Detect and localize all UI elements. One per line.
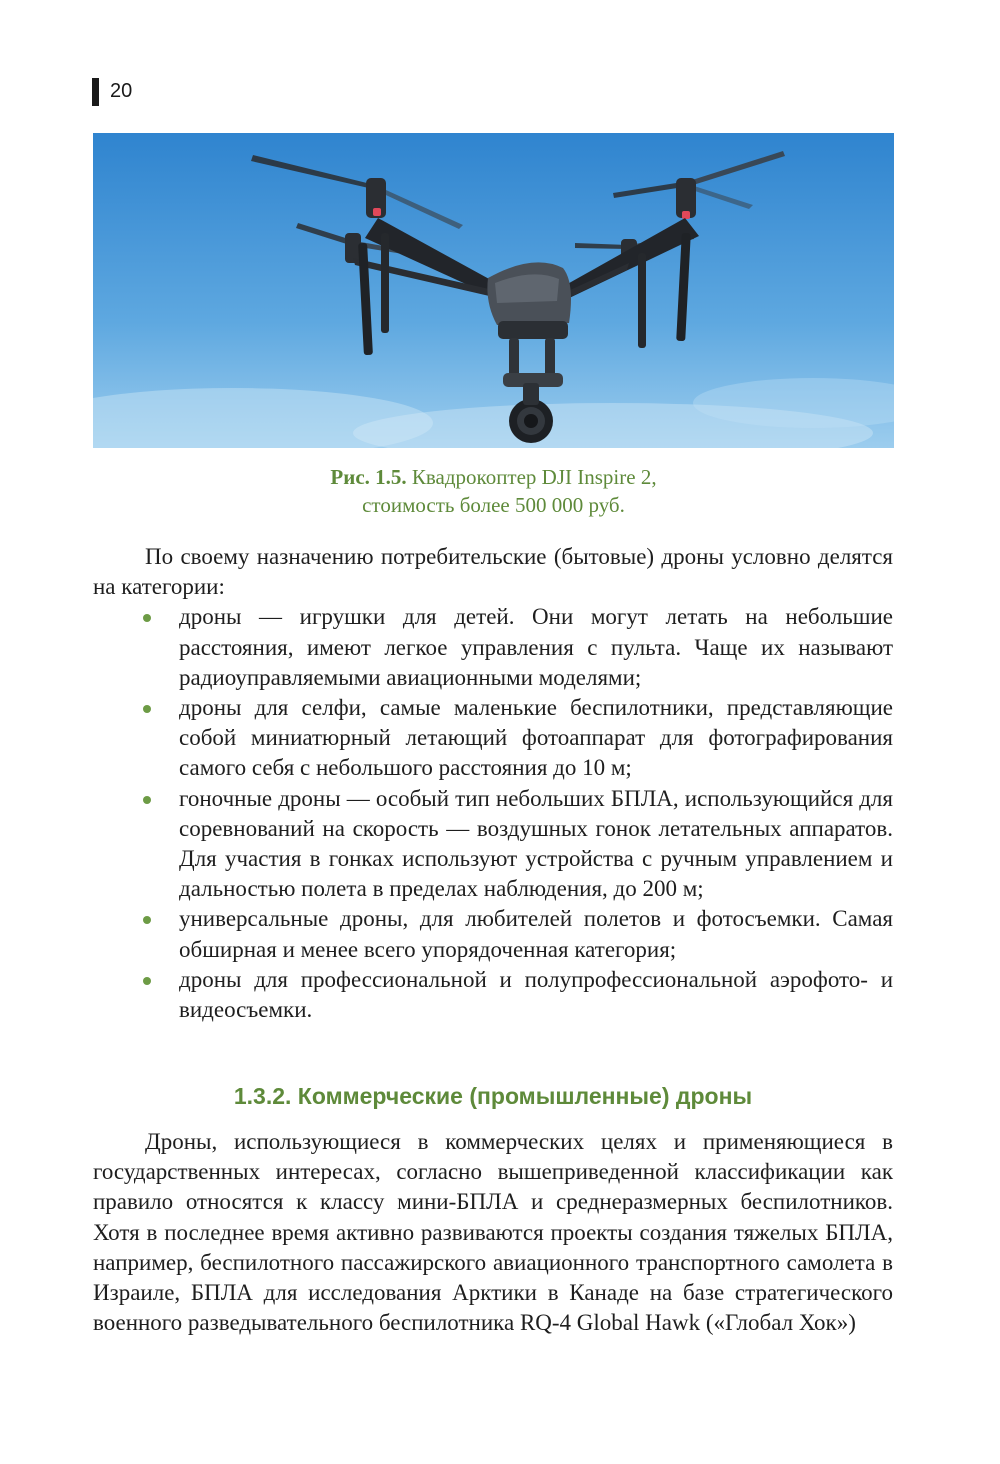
intro-paragraph: По своему назначению потребительские (бытовые) дроны условно делятся на категории: [93, 544, 893, 600]
bullet-icon [143, 705, 151, 713]
bullet-icon [143, 614, 151, 622]
section-heading: 1.3.2. Коммерческие (промышленные) дроны [233, 1083, 753, 1109]
motor-right-outer [676, 178, 696, 219]
bullet-icon [143, 977, 151, 985]
figure-caption [93, 463, 894, 519]
figure-label: Рис. 1.5. [330, 465, 407, 489]
caption-title: Квадрокоптер DJI Inspire 2, [411, 465, 657, 489]
caption-line-2: стоимость более 500 000 руб. [362, 493, 625, 517]
page-number: 20 [110, 80, 133, 102]
list-item [93, 904, 893, 964]
categories-section [93, 542, 893, 1025]
list-item-text: дроны — игрушки для детей. Они могут летать на небольшие расстояния, имеют легкое управления с пульта. Чаще их называют радиоуправляемыми авиационными моделями; [179, 604, 893, 690]
list-item [93, 965, 893, 1025]
list-item-text: универсальные дроны, для любителей полетов и фотосъемки. Самая обширная и менее всего упорядоченная категория; [179, 906, 893, 962]
commercial-paragraph: Дроны, использующиеся в коммерческих целях и применяющиеся в государственных интересах, согласно вышеприведенной классификации как правило относятся к классу мини-БПЛА и среднеразмерных беспилотников. Хотя в последнее время активно развиваются проекты создания тяжелых БПЛА, например, беспилотного пассажирского авиационного транспортного самолета в Израиле, БПЛА для исследования Арктики в Канаде на базе стратегического военного разведывательного беспилотника RQ-4 Global Hawk («Глобал Хок») [93, 1129, 893, 1336]
motor-left-outer [366, 178, 386, 218]
caption-line-1 [93, 463, 894, 491]
bullet-icon [143, 916, 151, 924]
categories-list [93, 602, 893, 1025]
list-item-text: дроны для профессиональной и полупрофессиональной аэрофото- и видеосъемки. [179, 966, 893, 1023]
list-item-text: гоночные дроны — особый тип небольших БПЛА, использующийся для соревнований на скорость — воздушных гонок летательных аппаратов. Для участия в гонках используют устройства с ручным управлением и дальностью полета в пределах наблюдения, до 200 м; [179, 785, 893, 902]
bullet-icon [143, 796, 151, 804]
list-item [93, 693, 893, 784]
list-item [93, 602, 893, 693]
page-marker-bar [92, 78, 99, 106]
drone-photo [93, 133, 894, 448]
list-item-text: дроны для селфи, самые маленькие беспилотники, представляющие собой миниатюрный летающий фотоаппарат для фотографирования самого себя с небольшого расстояния до 10 м; [179, 695, 893, 781]
commercial-section [93, 1127, 893, 1338]
list-item [93, 784, 893, 905]
